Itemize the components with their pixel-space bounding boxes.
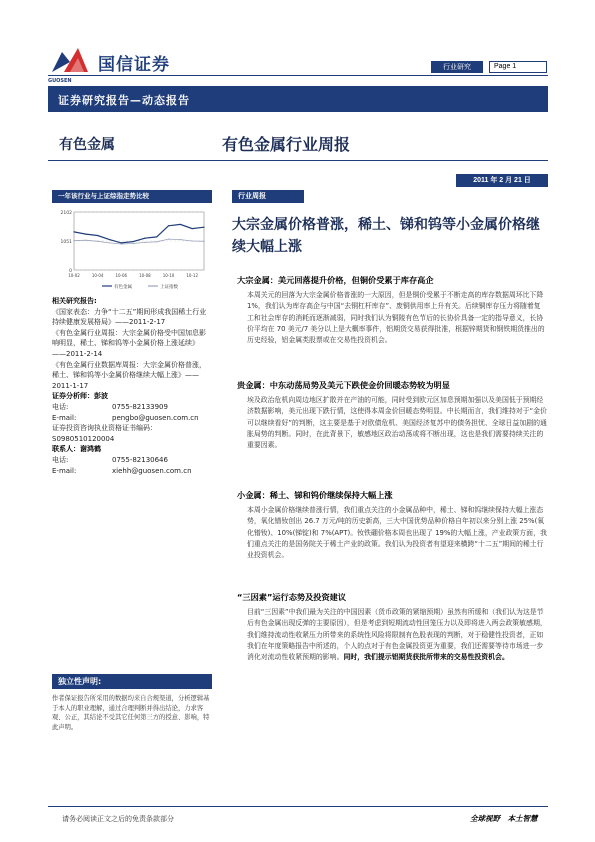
section-title: 小金属：稀土、锑和钨价继续保持大幅上涨 xyxy=(237,490,393,500)
email-label: E-mail: xyxy=(52,413,77,422)
contact-tel: 0755-82130646 xyxy=(112,455,168,464)
disclaimer-title: 独立性声明: xyxy=(52,674,212,689)
email-label: E-mail: xyxy=(52,466,77,475)
brand-logo-icon xyxy=(48,46,92,76)
section-body: 本周小金属价格继续普涨行情，我们重点关注的小金属品种中，稀土、锑和钨继续保持大幅上涨态势，氧化镨钕创出 26.7 万元/吨的历史新高，三大中国优势品种价格自年初以来分别上涨 25%(氧化镨钕)、10%(锑锭)和 7%(APT)。钕铁硼价格本周也出现了 19%的大幅上涨，产业政策方面，我们重点关注的是国务院关于稀土产业的政策。我们认为投资者有望迎来横跨“十二五”期间的稀土行业投资机会。 xyxy=(247,506,547,560)
chart-point xyxy=(180,224,181,225)
chart-point xyxy=(168,225,169,226)
contact-tel-row xyxy=(52,455,212,466)
analyst-tel-row xyxy=(52,402,212,413)
tel-label: 电话: xyxy=(52,402,69,411)
chart-xtick-label: 10-08 xyxy=(139,273,151,278)
disclaimer-text: 作者保证报告所采用的数据均来自合规渠道，分析逻辑基于本人的职业理解，通过合理判断并得出结论，力求客观、公正，其结论不受其它任何第三方的授意、影响，特此声明。 xyxy=(52,695,210,731)
section-body: 埃及政治危机向周边地区扩散并在产油的可能，同时受到欧元区加息预期加强以及美国低于预期经济数据影响，美元出现下跌行情，这使得本周金价回暖态势明显。中长期而言，我们维持对于“金价可以继续看好”的判断，这主要是基于对欧债危机、美国经济复苏中的债务担忧、全球日益加剧的通胀局势的判断。同时，在此背景下，敏感地区政治动荡或将不断出现，这也是我们需要持续关注的重要因素。 xyxy=(247,396,547,450)
chart-xtick-label: 10-10 xyxy=(162,273,175,278)
footer-disclaimer-link[interactable]: 请务必阅读正文之后的免责条款部分 xyxy=(62,815,174,823)
contact-email[interactable]: xiehh@guosen.com.cn xyxy=(112,466,192,475)
brand-sub: GUOSEN xyxy=(48,78,72,84)
chart-point xyxy=(97,235,98,236)
chart-point xyxy=(109,242,110,243)
section-title: 贵金属：中东动荡局势及美元下跌使金价回暖态势较为明显 xyxy=(237,380,450,390)
chart-ytick-label: 1051 xyxy=(60,239,72,245)
chart-point xyxy=(144,238,145,239)
section-title: “三因素”运行态势及投资建议 xyxy=(237,592,347,602)
chart-ytick-label: 2102 xyxy=(60,210,72,216)
section-minor-metals xyxy=(237,490,547,561)
contact-email-row xyxy=(52,466,212,477)
analyst-email[interactable]: pengbo@guosen.com.cn xyxy=(112,413,199,422)
analyst-tel: 0755-82133909 xyxy=(112,402,168,411)
chart-point xyxy=(144,242,145,243)
related-item[interactable]: 《国家表态：力争“十二五”期间形成我国稀土行业持续健康发展格局》——2011-2-17 xyxy=(52,307,207,327)
chart-ytick-label: 0 xyxy=(69,269,72,274)
report-title: 有色金属行业周报 xyxy=(222,135,351,154)
report-type: 证券研究报告—动态报告 xyxy=(58,94,190,107)
section-base-metals xyxy=(237,275,547,346)
chart-point xyxy=(132,241,133,242)
chart-point xyxy=(121,242,122,243)
chart-point xyxy=(121,243,122,244)
page-label: Page 1 xyxy=(489,61,547,73)
chart-xtick-label: 10-02 xyxy=(68,273,80,278)
section-precious-metals xyxy=(237,380,547,451)
title-divider xyxy=(48,160,548,161)
chart-point xyxy=(192,228,193,229)
related-item[interactable]: 《有色金属行业数据库周报：大宗金属价格普涨，稀土、锑和钨等小金属价格继续大幅上涨》——2011-1-17 xyxy=(52,360,206,390)
chart-legend-label: 上证指数 xyxy=(160,285,178,290)
related-item[interactable]: 《有色金属行业周报：大宗金属价格受中国加息影响明显，稀土、锑和钨等小金属价格上涨延续》——2011-2-14 xyxy=(52,328,206,358)
left-sidebar xyxy=(52,296,212,476)
analyst-email-row xyxy=(52,413,212,424)
chart-xtick-label: 10-12 xyxy=(186,273,198,278)
chart-point xyxy=(156,241,157,242)
chart-point xyxy=(97,241,98,242)
trend-chart xyxy=(52,206,212,292)
headline: 大宗金属价格普涨，稀土、锑和钨等小金属价格继续大幅上涨 xyxy=(232,217,540,255)
brand-name: 国信证券 xyxy=(98,55,170,75)
analyst-cert: 证券投资咨询执业资格证书编码：S0980510120004 xyxy=(52,424,157,443)
chart-point xyxy=(168,238,169,239)
sector-name: 有色金属 xyxy=(59,137,115,153)
chart-point xyxy=(85,240,86,241)
section-highlight: 同时，我们提示铝期货获批所带来的交易性投资机会。 xyxy=(343,653,509,662)
chart-point xyxy=(73,240,74,241)
section-body xyxy=(237,607,547,663)
chart-xtick-label: 10-06 xyxy=(115,273,128,278)
section-body-text: 目前“三因素”中我们最为关注的中国因素（货币政策的紧缩预期）虽然有所缓和（我们认为这是节后有色金属出现反弹的主要原因），但是考虑到短期流动性回笼压力以及即将进入两会政策敏感期，我们维持流动性收紧压力所带来的系统性风险将限制有色股表现的判断，对于稳健性投资者，正如我们在年度策略报告中所述的，个人的点对于有色金属投资更为重要，我们还需要等待市场进一步消化对流动性收紧预期的影响。 xyxy=(247,608,547,662)
chart-point xyxy=(73,231,74,232)
contact-heading: 联系人：谢鸿鹤 xyxy=(52,445,101,454)
chart-point xyxy=(180,239,181,240)
report-date: 2011 年 2 月 21 日 xyxy=(456,174,548,187)
header-divider xyxy=(48,75,548,76)
chart-title: 一年该行业与上证综指走势比较 xyxy=(52,190,212,203)
chart-legend-label: 有色金属 xyxy=(114,285,132,290)
footer-slogan: 全球视野 本土智慧 xyxy=(470,814,538,823)
chart-point xyxy=(132,243,133,244)
section-title: 大宗金属：美元回落提升价格，但铜价受累于库存高企 xyxy=(237,275,434,285)
section-body: 本周关元的回落为大宗金属价格普涨的一大原因，但是铜价受累于不断走高的库存数据周环比下降 1%，我们认为库存高企与中国“去铜杠杆库存”、废铜供用率上升有关。后续铜库存压力将随着复工和社会库存的消耗而逐渐减弱，同时我们认为铜陵有色节后的长协价具备一定的指导意义，长协价平均在 70 美元/7 美分以上是大概率事件，铝期货交易获得批准，根据锌期货和钢铁期货推出的历史经验，铝金属类股票或在交易性投资机会。 xyxy=(247,291,545,345)
chart-point xyxy=(203,241,204,242)
analyst-heading: 证券分析师：彭波 xyxy=(52,392,108,401)
chart-xtick-label: 10-04 xyxy=(91,273,104,278)
section-strategy xyxy=(237,592,547,663)
related-heading: 相关研究报告: xyxy=(52,297,97,305)
category-tag: 行业研究 xyxy=(431,61,483,73)
chart-point xyxy=(85,233,86,234)
chart-point xyxy=(192,240,193,241)
tel-label: 电话: xyxy=(52,455,69,464)
weekly-tag: 行业周报 xyxy=(232,190,304,203)
chart-point xyxy=(109,239,110,240)
chart-point xyxy=(156,236,157,237)
footer-divider xyxy=(48,806,548,807)
chart-point xyxy=(203,227,204,228)
